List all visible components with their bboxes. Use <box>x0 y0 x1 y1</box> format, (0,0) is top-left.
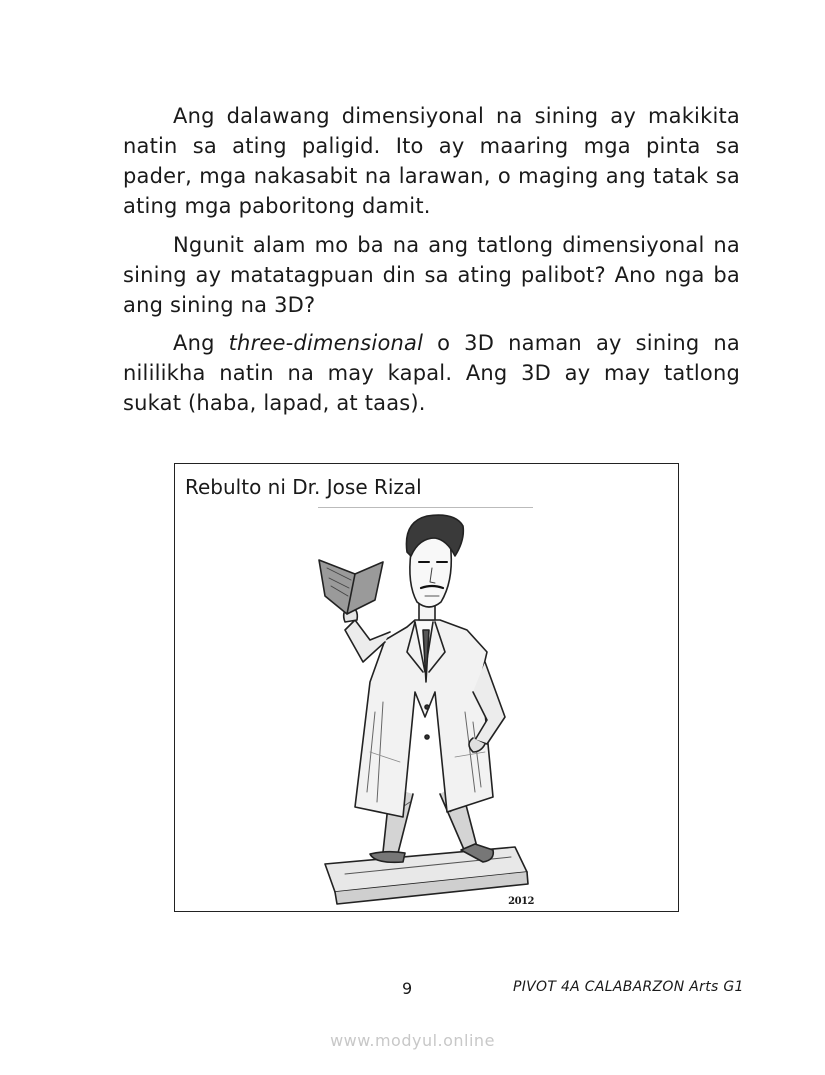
paragraph-definition-3d <box>123 328 740 418</box>
watermark: www.modyul.online <box>330 1031 495 1050</box>
page-number: 9 <box>402 979 413 998</box>
p3-text-before: Ang <box>173 331 229 355</box>
caption-rule <box>318 507 533 508</box>
p3-text-after: o 3D naman ay sining na nililikha natin na may kapal. Ang 3D ay may tatlong sukat (haba, lapad, at taas). <box>123 331 741 415</box>
statue-sketch-icon <box>315 512 540 907</box>
artist-signature: 2012 <box>508 896 534 907</box>
figure-frame <box>174 463 679 912</box>
figure-caption: Rebulto ni Dr. Jose Rizal <box>185 475 422 499</box>
footer-title: PIVOT 4A CALABARZON Arts G1 <box>513 979 744 995</box>
p3-italic-term: three-dimensional <box>228 331 424 355</box>
paragraph-intro-2d: Ang dalawang dimensiyonal na sining ay makikita natin sa ating paligid. Ito ay maaring mga pinta sa pader, mga nakasabit na larawan, o maging ang tatak sa ating mga paboritong damit. <box>123 104 740 218</box>
paragraph-question-3d: Ngunit alam mo ba na ang tatlong dimensiyonal na sining ay matatagpuan din sa ating palibot? Ano nga ba ang sining na 3D? <box>123 233 740 317</box>
